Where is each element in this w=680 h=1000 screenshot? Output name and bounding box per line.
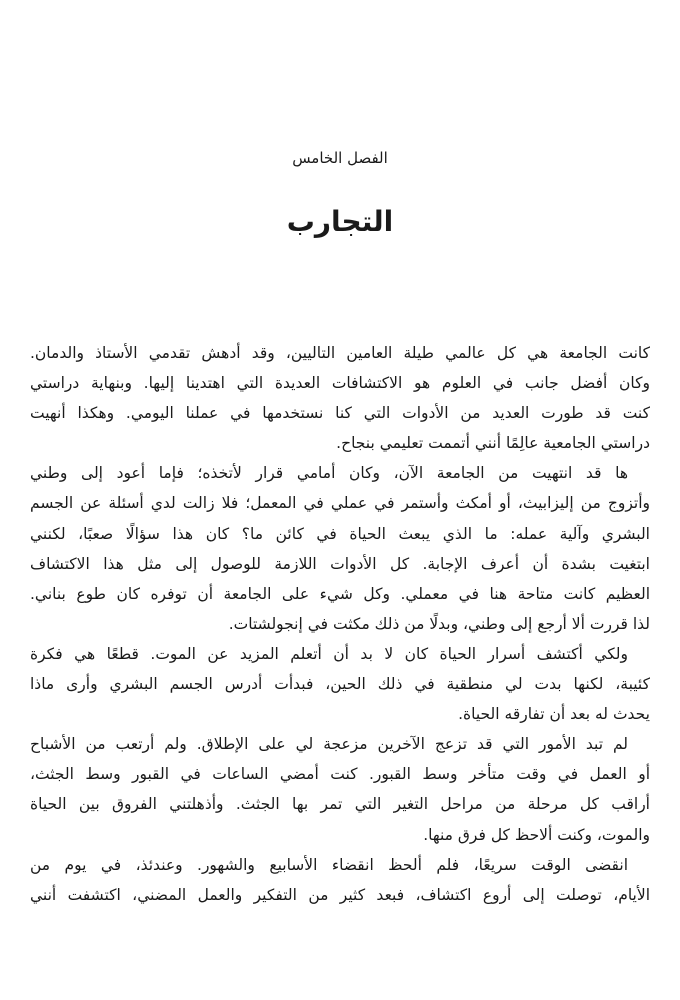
- text-line: كئيبة، لكنها بدت لي منطقية في ذلك الحين، فبدأت أدرس الجسم البشري وأرى ماذا: [30, 675, 650, 694]
- text-line: ابتغيت بشدة أن أعرف الإجابة. كل الأدوات اللازمة للوصول إلى مثل هذا الاكتشاف: [30, 554, 650, 573]
- text-line: العظيم كانت متاحة هنا في معملي. وكل شيء على الجامعة أن توفره كان طوع بناني.: [30, 584, 650, 603]
- text-line: البشري وآلية عمله: ما الذي يبعث الحياة في كائن ما؟ كان هذا سؤالًا صعبًا، لكنني: [30, 524, 650, 543]
- text-line: كانت الجامعة هي كل عالمي طيلة العامين التاليين، وقد أدهش تقدمي الأستاذ والدمان.: [30, 344, 650, 362]
- text-line: يحدث له بعد أن تفارقه الحياة.: [458, 705, 650, 724]
- text-line: أو العمل في وقت متأخر وسط القبور. كنت أمضي الساعات في القبور وسط الجثث،: [30, 765, 650, 784]
- chapter-title: التجارب: [286, 205, 394, 238]
- text-line: لم تبد الأمور التي قد تزعج الآخرين مزعجة لي على الإطلاق. ولم أرتعب من الأشباح: [30, 735, 628, 754]
- text-line: انقضى الوقت سريعًا، فلم ألحظ انقضاء الأسابيع والشهور. وعندئذ، في يوم من: [30, 855, 628, 874]
- text-line: لذا قررت ألا أرجع إلى وطني، وبدلًا من ذلك مكثت في إنجولشتات.: [228, 614, 650, 633]
- text-line: كنت قد طورت العديد من الأدوات التي كنا نستخدمها في عملنا اليومي. وهكذا أنهيت: [30, 404, 650, 423]
- paragraph-2: [30, 458, 650, 639]
- paragraph-4: [30, 729, 650, 849]
- text-line: دراستي الجامعية عالِمًا أنني أتممت تعليمي بنجاح.: [336, 434, 650, 453]
- text-line: ولكي أكتشف أسرار الحياة كان لا بد أن أتعلم المزيد عن الموت. قطعًا هي فكرة: [30, 644, 628, 663]
- text-line: وأتزوج من إليزابيث، أو أمكث وأستمر في عملي في المعمل؛ فلا زالت لدي أسئلة عن الجسم: [30, 494, 650, 513]
- chapter-body: [30, 338, 650, 910]
- paragraph-5: [30, 850, 650, 910]
- paragraph-3: [30, 639, 650, 729]
- text-line: الأيام، توصلت إلى أروع اكتشاف، فبعد كثير من التفكير والعمل المضني، اكتشفت أنني: [30, 885, 650, 904]
- text-line: والموت، وكنت ألاحظ كل فرق منها.: [423, 825, 650, 844]
- text-line: أراقب كل مرحلة من مراحل التغير التي تمر بها الجثث. وأذهلتني الفروق بين الحياة: [30, 795, 650, 814]
- text-line: ها قد انتهيت من الجامعة الآن، وكان أمامي قرار لأتخذه؛ فإما أعود إلى وطني: [30, 464, 628, 483]
- chapter-label: الفصل الخامس: [292, 149, 388, 167]
- paragraph-1: [30, 338, 650, 458]
- text-line: وكان أفضل جانب في العلوم هو الاكتشافات العديدة التي اهتدينا إليها. وبنهاية دراستي: [30, 374, 650, 393]
